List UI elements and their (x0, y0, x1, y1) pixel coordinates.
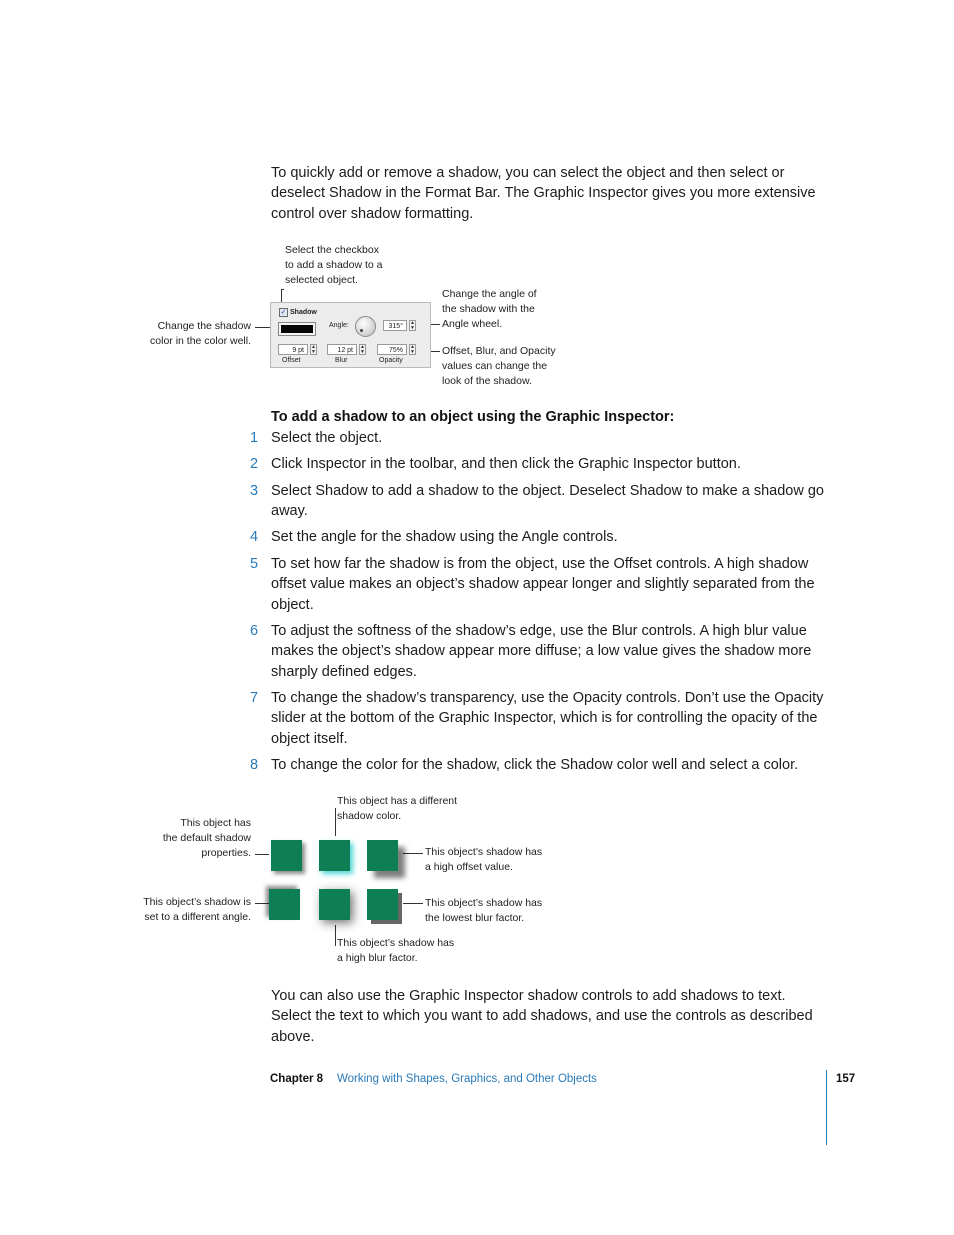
step-text: To set how far the shadow is from the object, use the Offset controls. A high shadow offset value makes an object’s shadow appear longer and slightly separated from the object. (271, 556, 815, 613)
step-text: To adjust the softness of the shadow’s edge, use the Blur controls. A high blur value makes the object’s shadow appear more diffuse; a low value gives the shadow more sharply defined edges. (271, 623, 812, 680)
offset-stepper[interactable]: ▲ ▼ (311, 344, 316, 355)
offset-field[interactable]: 9 pt (278, 344, 308, 355)
angle-stepper[interactable]: ▲ ▼ (410, 320, 415, 331)
square-colored-shadow (319, 840, 350, 871)
callout-high-offset: This object’s shadow has a high offset value. (425, 846, 543, 873)
opacity-stepper[interactable]: ▲ ▼ (410, 344, 415, 355)
leader-line (255, 903, 269, 904)
step-text: To change the color for the shadow, click the Shadow color well and select a color. (271, 757, 799, 773)
step-number: 1 (250, 430, 259, 446)
footer-chapter-title[interactable]: Working with Shapes, Graphics, and Other Objects (337, 1073, 597, 1085)
blur-field[interactable]: 12 pt (327, 344, 357, 355)
leader-line (335, 925, 336, 946)
step-text: To change the shadow’s transparency, use the Opacity controls. Don’t use the Opacity slider at the bottom of the Graphic Inspector, which is for controlling the opacity of the object itself. (271, 690, 824, 747)
step-number: 4 (250, 529, 259, 545)
step-number: 2 (250, 456, 259, 472)
callout-high-blur: This object’s shadow has a high blur factor. (337, 937, 455, 964)
callout-default: This object has the default shadow properties. (162, 817, 251, 859)
step-text: Select Shadow to add a shadow to the object. Deselect Shadow to make a shadow go away. (271, 483, 824, 520)
procedure-heading: To add a shadow to an object using the Graphic Inspector: (271, 409, 675, 425)
callout-values: Offset, Blur, and Opacity values can change the look of the shadow. (442, 345, 556, 387)
leader-line (335, 808, 336, 836)
blur-stepper[interactable]: ▲ ▼ (360, 344, 365, 355)
square-angled-shadow (269, 889, 300, 920)
leader-line (281, 289, 284, 290)
square-high-blur-shadow (319, 889, 350, 920)
angle-indicator (360, 329, 363, 332)
leader-line (255, 854, 269, 855)
page-number: 157 (836, 1073, 856, 1085)
shadow-checkbox[interactable]: ✓ (280, 309, 287, 316)
callout-lowest-blur: This object’s shadow has the lowest blur factor. (425, 897, 543, 924)
step-number: 8 (250, 757, 259, 773)
callout-different-color: This object has a different shadow color. (337, 795, 458, 822)
footer-divider (826, 1070, 827, 1145)
opacity-label: Opacity (379, 357, 403, 364)
leader-line (403, 853, 423, 854)
step-number: 5 (250, 556, 259, 572)
callout-checkbox: Select the checkbox to add a shadow to a selected object. (285, 244, 383, 286)
callout-angle: Change the angle of the shadow with the Angle wheel. (442, 288, 537, 330)
shadow-inspector-panel (270, 302, 431, 368)
callout-different-angle: This object’s shadow is set to a different angle. (143, 896, 251, 923)
step-text: Click Inspector in the toolbar, and then click the Graphic Inspector button. (271, 456, 741, 472)
offset-label: Offset (282, 357, 301, 364)
color-swatch (281, 325, 313, 333)
step-text: Set the angle for the shadow using the Angle controls. (271, 529, 618, 545)
opacity-field[interactable]: 75% (377, 344, 407, 355)
leader-line (403, 903, 423, 904)
angle-field[interactable]: 315° (383, 320, 407, 331)
callout-color-well: Change the shadow color in the color well. (150, 320, 251, 347)
angle-label: Angle: (329, 322, 349, 329)
square-default-shadow (271, 840, 302, 871)
shadow-color-well[interactable] (278, 322, 316, 336)
step-text: Select the object. (271, 430, 383, 446)
step-number: 7 (250, 690, 259, 706)
closing-paragraph: You can also use the Graphic Inspector shadow controls to add shadows to text. Select the text to which you want to add shadows, and use the controls as described above. (271, 988, 813, 1045)
shadow-label: Shadow (290, 309, 317, 316)
square-high-offset-shadow (367, 840, 398, 871)
angle-wheel[interactable] (355, 316, 376, 337)
intro-paragraph: To quickly add or remove a shadow, you can select the object and then select or deselect Shadow in the Format Bar. The Graphic Inspector gives you more extensive control over shadow formatting. (271, 165, 816, 222)
step-number: 6 (250, 623, 259, 639)
blur-label: Blur (335, 357, 348, 364)
footer-chapter: Chapter 8 (270, 1073, 324, 1085)
step-number: 3 (250, 483, 259, 499)
square-low-blur-shadow (367, 889, 398, 920)
